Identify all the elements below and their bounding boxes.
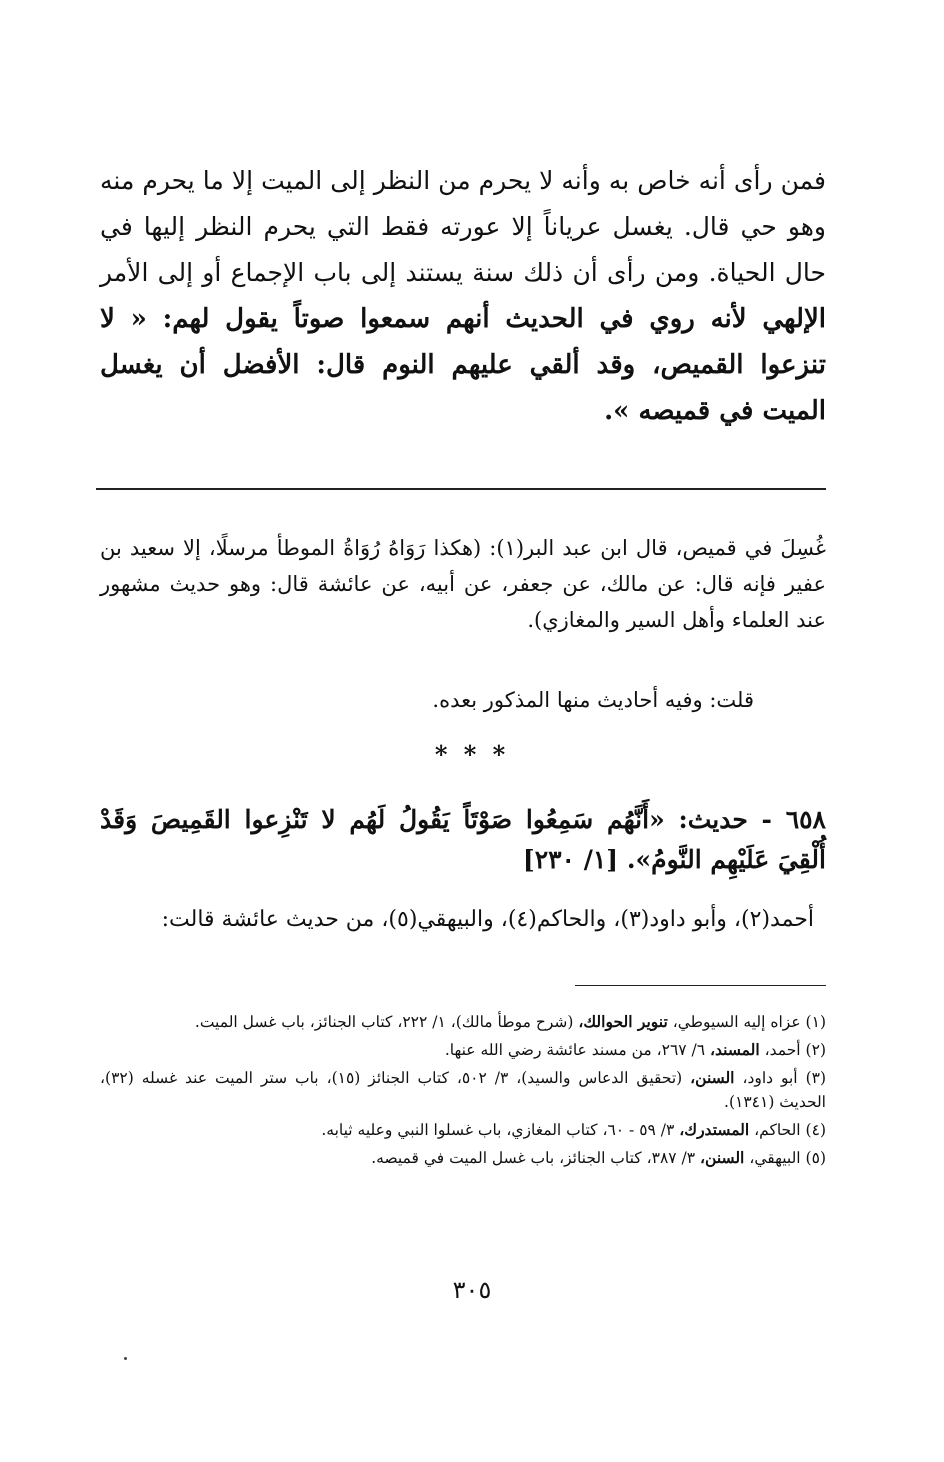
page-number: ٣٠٥ — [452, 1276, 492, 1304]
hadith-text: ٦٥٨ - حديث: «أَنَّهُم سَمِعُوا صَوْتَاً يَقُولُ لَهُم لا تَنْزِعوا القَمِيصَ وَقَدْ أُلْقِيَ عَلَيْهِم النَّومُ». [١/ ٢٣٠] — [100, 805, 826, 874]
scan-speck — [124, 1357, 127, 1360]
footnote-4: (٤) الحاكم، المستدرك، ٣/ ٥٩ - ٦٠، كتاب المغازي، باب غسلوا النبي وعليه ثيابه. — [321, 1120, 826, 1139]
section-separator-stars: * * * — [434, 740, 510, 769]
main-text — [100, 158, 826, 434]
sources-line: أحمد(٢)، وأبو داود(٣)، والحاكم(٤)، والبيهقي(٥)، من حديث عائشة قالت: — [161, 907, 814, 932]
commentary-paragraph — [100, 530, 826, 638]
footnote-5: (٥) البيهقي، السنن، ٣/ ٣٨٧، كتاب الجنائز، باب غسل الميت في قميصه. — [371, 1148, 826, 1167]
main-text-plain: فمن رأى أنه خاص به وأنه لا يحرم من النظر إلى الميت إلا ما يحرم منه وهو حي قال. يغسل عرياناً إلا عورته فقط التي يحرم النظر إليها في حال الحياة. ومن رأى أن ذلك سنة يستند إلى باب الإجماع أو إلى الأمر — [100, 166, 827, 287]
footnote-3: (٣) أبو داود، السنن، (تحقيق الدعاس والسيد)، ٣/ ٥٠٢، كتاب الجنائز (١٥)، باب ستر الميت عند غسله (٣٢)، الحديث (١٣٤١). — [100, 1068, 827, 1111]
commentary-text: غُسِلَ في قميص، قال ابن عبد البر(١): (هكذا رَوَاهُ رُوَاةُ الموطأ مرسلًا، إلا سعيد بن عفير فإنه قال: عن مالك، عن جعفر، عن أبيه، عن عائشة قال: وهو حديث مشهور عند العلماء وأهل السير والمغازي). — [100, 536, 826, 632]
footnote-2: (٢) أحمد، المسند، ٦/ ٢٦٧، من مسند عائشة رضي الله عنها. — [444, 1040, 826, 1059]
footnotes — [100, 1010, 826, 1174]
main-text-bold-quote: الإلهي لأنه روي في الحديث أنهم سمعوا صوتاً يقول لهم: « لا تنزعوا القميص، وقد ألقي عليهم النوم قال: الأفضل أن يغسل الميت في قميصه ». — [100, 304, 826, 426]
section-divider — [96, 488, 826, 490]
hadith-heading — [100, 800, 826, 880]
footnote-divider — [575, 985, 826, 986]
footnote-1: (١) عزاه إليه السيوطي، تنوير الحوالك، (شرح موطأ مالك)، ١/ ٢٢٢، كتاب الجنائز، باب غسل الميت. — [194, 1012, 826, 1031]
note-paragraph: قلت: وفيه أحاديث منها المذكور بعده. — [432, 688, 754, 712]
